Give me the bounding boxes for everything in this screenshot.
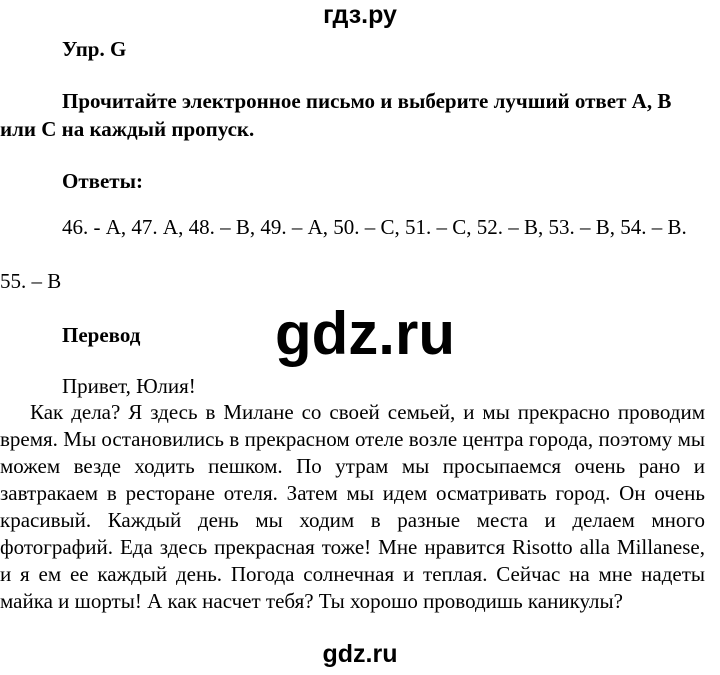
- answers-tail: 55. – В: [0, 269, 62, 293]
- site-watermark-top: гдз.ру: [323, 1, 397, 29]
- letter-greeting: Привет, Юлия!: [62, 374, 196, 398]
- letter-body: Как дела? Я здесь в Милане со своей семьей, и мы прекрасно проводим время. Мы остановились в прекрасном отеле возле центра города, поэтому мы можем везде ходить пешком. По утрам мы просыпаемся очень рано и завтракаем в ресторане отеля. Затем мы идем осматривать город. Он очень красивый. Каждый день мы ходим в разные места и делаем много фотографий. Еда здесь прекрасная тоже! Мне нравится Risotto alla Millanese, и я ем ее каждый день. Погода солнечная и теплая. Сейчас на мне надеты майка и шорты! А как насчет тебя? Ты хорошо проводишь каникулы?: [0, 400, 705, 613]
- watermark-large: gdz.ru: [275, 300, 455, 367]
- site-watermark-bottom: gdz.ru: [322, 640, 398, 668]
- exercise-task: Прочитайте электронное письмо и выберите лучший ответ А, В или С на каждый пропуск.: [0, 89, 672, 141]
- translation-heading: Перевод: [62, 323, 141, 347]
- exercise-title: Упр. G: [62, 37, 127, 61]
- answers-line: 46. - А, 47. А, 48. – В, 49. – А, 50. – С, 51. – С, 52. – В, 53. – В, 54. – В.: [62, 215, 687, 239]
- answers-heading: Ответы:: [62, 169, 144, 193]
